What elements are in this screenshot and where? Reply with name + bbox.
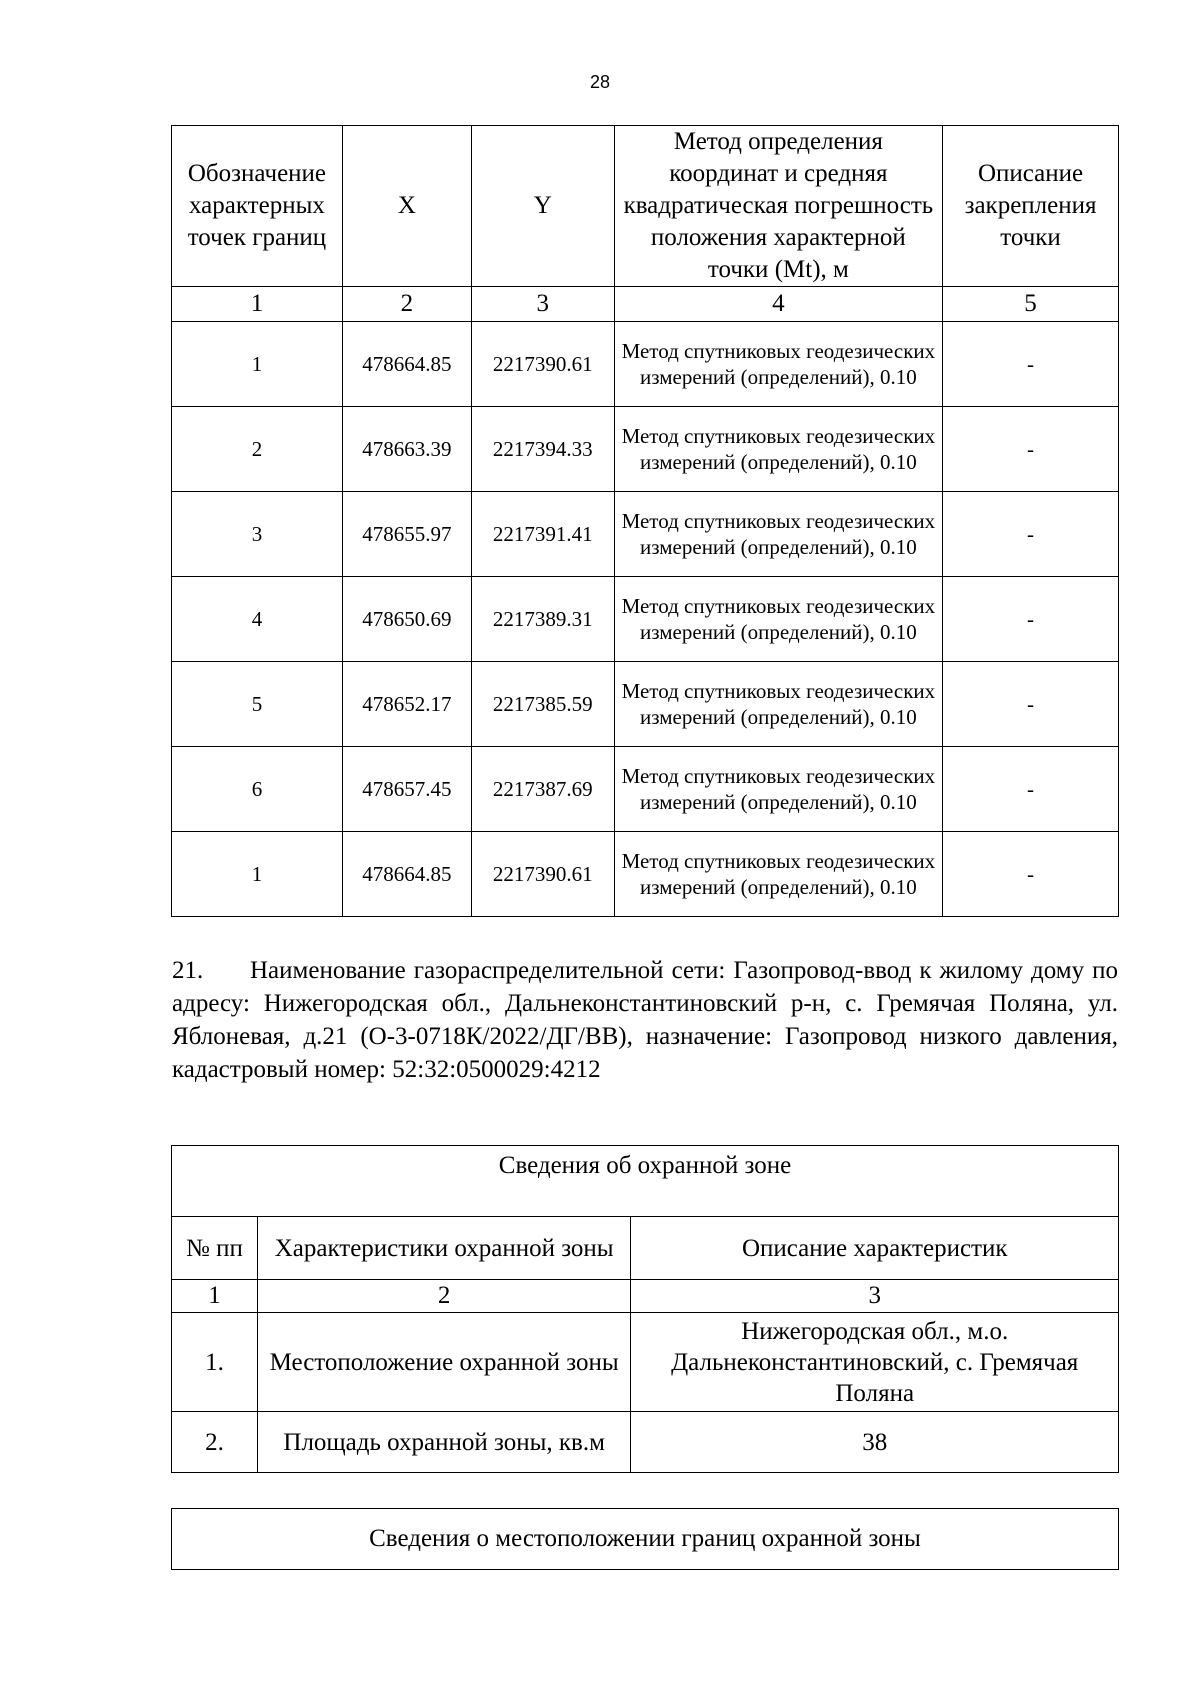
column-number: 2 xyxy=(257,1280,631,1313)
description-cell: - xyxy=(943,577,1119,662)
table-row xyxy=(172,662,1119,747)
coordinates-table xyxy=(171,125,1119,917)
description-cell: - xyxy=(943,322,1119,407)
header-y: Y xyxy=(471,126,614,287)
table-row xyxy=(172,322,1119,407)
point-cell: 4 xyxy=(172,577,343,662)
point-cell: 1 xyxy=(172,322,343,407)
table-title-row xyxy=(172,1146,1119,1217)
method-cell: Метод спутниковых геодезических измерений (определений), 0.10 xyxy=(614,492,942,577)
column-number: 1 xyxy=(172,1280,258,1313)
table-row xyxy=(172,832,1119,917)
table-header-row xyxy=(172,126,1119,287)
header-description: Описание характеристик xyxy=(631,1217,1119,1280)
table-row xyxy=(172,747,1119,832)
column-number: 4 xyxy=(614,287,942,322)
table-row xyxy=(172,492,1119,577)
description-cell: - xyxy=(943,407,1119,492)
method-cell: Метод спутниковых геодезических измерений (определений), 0.10 xyxy=(614,577,942,662)
paragraph-number: 21. xyxy=(172,957,204,984)
x-cell: 478652.17 xyxy=(342,662,471,747)
point-cell: 3 xyxy=(172,492,343,577)
point-cell: 5 xyxy=(172,662,343,747)
column-number-row xyxy=(172,287,1119,322)
y-cell: 2217387.69 xyxy=(471,747,614,832)
x-cell: 478663.39 xyxy=(342,407,471,492)
row-number: 2. xyxy=(172,1412,258,1473)
value-cell: Нижегородская обл., м.о. Дальнеконстантиновский, с. Гремячая Поляна xyxy=(631,1313,1119,1412)
bounds-table-title: Сведения о местоположении границ охранной зоны xyxy=(172,1509,1119,1570)
column-number: 3 xyxy=(631,1280,1119,1313)
description-cell: - xyxy=(943,662,1119,747)
x-cell: 478657.45 xyxy=(342,747,471,832)
column-number: 1 xyxy=(172,287,343,322)
header-number: № пп xyxy=(172,1217,258,1280)
point-cell: 2 xyxy=(172,407,343,492)
y-cell: 2217390.61 xyxy=(471,322,614,407)
table-row xyxy=(172,1313,1119,1412)
table-header-row xyxy=(172,1217,1119,1280)
method-cell: Метод спутниковых геодезических измерений (определений), 0.10 xyxy=(614,747,942,832)
x-cell: 478650.69 xyxy=(342,577,471,662)
header-point: Обозначение характерных точек границ xyxy=(172,126,343,287)
method-cell: Метод спутниковых геодезических измерений (определений), 0.10 xyxy=(614,662,942,747)
description-cell: - xyxy=(943,747,1119,832)
x-cell: 478655.97 xyxy=(342,492,471,577)
header-description: Описание закрепления точки xyxy=(943,126,1119,287)
value-cell: 38 xyxy=(631,1412,1119,1473)
paragraph-text: Наименование газораспределительной сети: Газопровод-ввод к жилому дому по адресу: Нижегородская обл., Дальнеконстантиновский р-н, с. Гремячая Поляна, ул. Яблоневая, д.21 (О-3-0718К/2022/ДГ/ВВ), назначение: Газопровод низкого давления, кадастровый номер: 52:32:0500029:4212 xyxy=(172,957,1118,1083)
method-cell: Метод спутниковых геодезических измерений (определений), 0.10 xyxy=(614,322,942,407)
x-cell: 478664.85 xyxy=(342,322,471,407)
table-row xyxy=(172,577,1119,662)
gas-network-paragraph xyxy=(172,954,1118,1086)
page-number: 28 xyxy=(589,72,611,92)
protection-zone-table xyxy=(171,1145,1119,1473)
characteristic-cell: Местоположение охранной зоны xyxy=(257,1313,631,1412)
point-cell: 1 xyxy=(172,832,343,917)
point-cell: 6 xyxy=(172,747,343,832)
y-cell: 2217385.59 xyxy=(471,662,614,747)
zone-table-title: Сведения об охранной зоне xyxy=(172,1146,1119,1217)
y-cell: 2217390.61 xyxy=(471,832,614,917)
method-cell: Метод спутниковых геодезических измерений (определений), 0.10 xyxy=(614,407,942,492)
column-number: 3 xyxy=(471,287,614,322)
x-cell: 478664.85 xyxy=(342,832,471,917)
row-number: 1. xyxy=(172,1313,258,1412)
header-x: X xyxy=(342,126,471,287)
table-title-row xyxy=(172,1509,1119,1570)
description-cell: - xyxy=(943,832,1119,917)
header-characteristic: Характеристики охранной зоны xyxy=(257,1217,631,1280)
table-row xyxy=(172,407,1119,492)
column-number: 2 xyxy=(342,287,471,322)
zone-boundaries-table xyxy=(171,1508,1119,1570)
method-cell: Метод спутниковых геодезических измерений (определений), 0.10 xyxy=(614,832,942,917)
column-number: 5 xyxy=(943,287,1119,322)
column-number-row xyxy=(172,1280,1119,1313)
description-cell: - xyxy=(943,492,1119,577)
y-cell: 2217391.41 xyxy=(471,492,614,577)
characteristic-cell: Площадь охранной зоны, кв.м xyxy=(257,1412,631,1473)
y-cell: 2217389.31 xyxy=(471,577,614,662)
y-cell: 2217394.33 xyxy=(471,407,614,492)
header-method: Метод определения координат и средняя квадратическая погрешность положения характерной точки (Mt), м xyxy=(614,126,942,287)
table-row xyxy=(172,1412,1119,1473)
